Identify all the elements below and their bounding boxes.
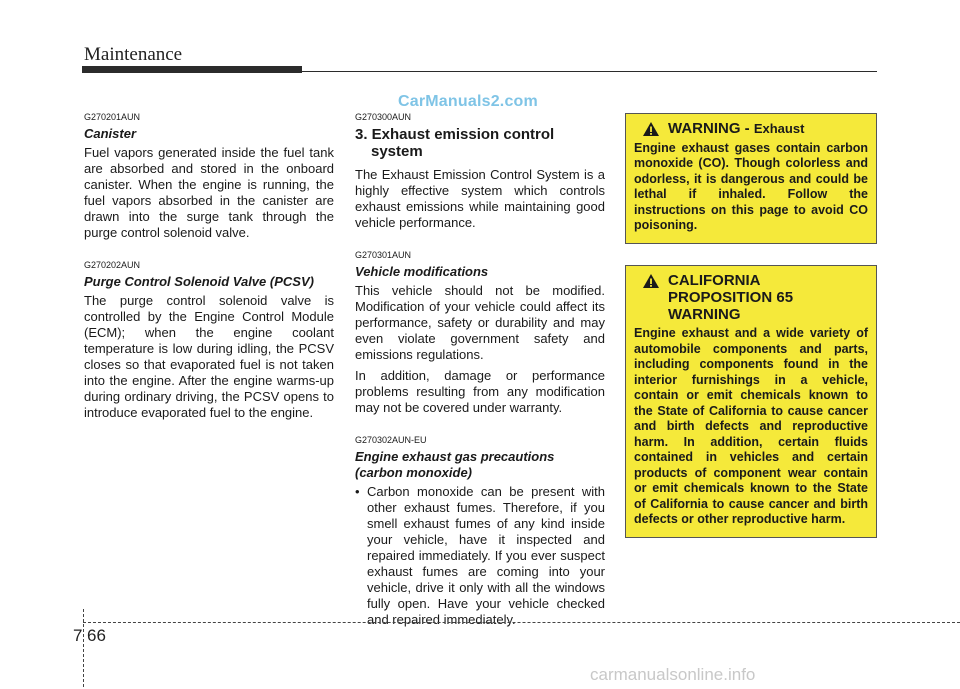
section-subtitle: Purge Control Solenoid Valve (PCSV) [84, 274, 314, 289]
california-title-text: CALIFORNIA PROPOSITION 65 WARNING [668, 272, 794, 323]
warning-triangle-icon [642, 121, 660, 137]
left-column [84, 112, 334, 426]
section-body: The purge control solenoid valve is controlled by the Engine Control Module (ECM); when the engine coolant temperature is low during idling, the PCSV closes so that evaporated fuel is not taken into the engine. After the engine warms-up during ordinary driving, the PCSV opens to introduce evaporated fuel to the engine. [84, 293, 334, 420]
section-subtitle: Canister [84, 126, 137, 141]
section-code: G270301AUN [355, 250, 412, 260]
section-subtitle: Vehicle modifications [355, 264, 489, 279]
header-rule [302, 71, 877, 72]
middle-column [355, 112, 605, 628]
section-code: G270300AUN [355, 112, 412, 122]
section-body: This vehicle should not be modified. Modification of your vehicle could affect its performance, safety or durability and may even violate government safety and emissions regulations. [355, 283, 605, 362]
section-body: In addition, damage or performance problems resulting from any modification may not be covered under warranty. [355, 368, 605, 415]
california-box-title [634, 272, 868, 323]
section-heading: 3. Exhaust emission control system [355, 126, 555, 160]
chapter-number: 7 [73, 626, 83, 645]
footer-vertical-rule [83, 609, 84, 687]
page-header-title: Maintenance [84, 44, 183, 65]
footer-horizontal-rule [83, 622, 960, 623]
page-number: 66 [87, 626, 106, 645]
header-bar [82, 66, 302, 73]
warning-box-exhaust [625, 113, 877, 244]
section-body: Fuel vapors generated inside the fuel tank are absorbed and stored in the onboard canister. When the engine is running, the fuel vapors absorbed in the canister are drawn into the surge tank through the purge control solenoid valve. [84, 145, 334, 240]
bullet-text: Carbon monoxide can be present with other exhaust fumes. Therefore, if you smell exhaust fumes of any kind inside your vehicle, have it inspected and repaired immediately. If you ever suspect exhaust fumes are coming into your vehicle, drive it only with all the windows fully open. Have your vehicle checked and repaired immediately. [367, 484, 605, 627]
section-subtitle: Engine exhaust gas precautions (carbon monoxide) [355, 449, 555, 480]
warning-box-body: Engine exhaust gases contain carbon monoxide (CO). Though colorless and odorless, it is dangerous and could be lethal if inhaled. Follow the instructions on this page to avoid CO poisoning. [634, 140, 868, 232]
warning-triangle-icon [642, 273, 660, 289]
warning-title-sub: Exhaust [753, 121, 805, 136]
section-code: G270302AUN-EU [355, 435, 427, 445]
watermark-link[interactable]: CarManuals2.com [398, 93, 538, 110]
section-code: G270201AUN [84, 112, 141, 122]
warning-box-title [634, 120, 868, 138]
bullet-item [355, 484, 605, 628]
warning-box-california [625, 265, 877, 538]
california-box-body: Engine exhaust and a wide variety of automobile components and parts, including components found in the interior furnishings in a vehicle, contain or emit chemicals known to the State of California to cause cancer and birth defects and reproductive harm. In addition, certain fluids contained in vehicles and certain products of component wear contain or emit chemicals known to the State of California to cause cancer and birth defects or other reproductive harm. [634, 326, 868, 526]
footer-watermark-link[interactable]: carmanualsonline.info [590, 665, 756, 684]
bullet-dot: • [355, 484, 360, 499]
warning-title-main: WARNING - [668, 120, 754, 137]
section-code: G270202AUN [84, 260, 141, 270]
section-intro: The Exhaust Emission Control System is a highly effective system which controls exhaust emissions while maintaining good vehicle performance. [355, 167, 605, 230]
